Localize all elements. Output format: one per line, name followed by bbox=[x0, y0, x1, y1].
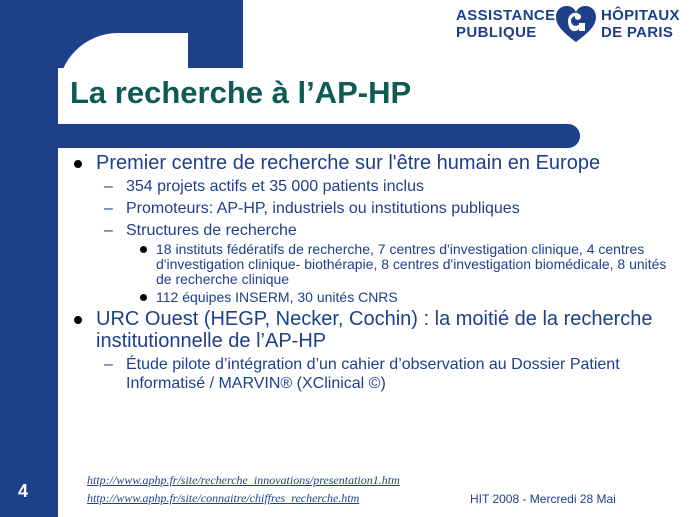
bullet-text: Premier centre de recherche sur l'être humain en Europe bbox=[96, 152, 601, 174]
title-underline-bar bbox=[17, 124, 580, 148]
bullet-item bbox=[70, 152, 685, 174]
sub-bullet-item bbox=[70, 221, 685, 240]
slide-number: 4 bbox=[18, 481, 29, 501]
logo-text-publique: PUBLIQUE bbox=[456, 24, 537, 41]
link-recherche-innovations[interactable]: http://www.aphp.fr/site/recherche_innovations/presentation1.htm bbox=[87, 473, 400, 487]
bullet-dot-icon bbox=[140, 246, 147, 253]
logo-text-hopitaux: HÔPITAUX bbox=[601, 7, 680, 24]
sub-bullet-text: Structures de recherche bbox=[126, 222, 297, 239]
bullet-dot-icon bbox=[74, 316, 82, 324]
logo-text-assistance: ASSISTANCE bbox=[456, 7, 556, 24]
sub-bullet-item bbox=[70, 199, 685, 218]
sub-bullet-text: Promoteurs: AP-HP, industriels ou institutions publiques bbox=[126, 200, 520, 217]
bullet-dot-icon bbox=[140, 294, 147, 301]
slide-title: La recherche à l’AP-HP bbox=[70, 75, 412, 110]
sub-bullet-item bbox=[70, 177, 685, 196]
aphp-logo bbox=[456, 4, 692, 46]
bullet-item bbox=[70, 308, 685, 352]
sub-sub-bullet-text: 112 équipes INSERM, 30 unités CNRS bbox=[156, 289, 398, 305]
sub-sub-bullet-text: 18 instituts fédératifs de recherche, 7 centres d'investigation clinique, 4 centres d'investigation clinique- biothérapie, 8 centres d'investigation biomédicale, 8 unités de recherche clinique bbox=[156, 241, 667, 287]
sub-bullet-text: Étude pilote d’intégration d’un cahier d’observation au Dossier Patient Informatisé / MARVIN® (XClinical ©) bbox=[126, 356, 620, 392]
heart-logo-icon bbox=[554, 4, 598, 44]
dash-icon: – bbox=[104, 222, 113, 239]
left-band bbox=[0, 0, 58, 517]
bullet-text: URC Ouest (HEGP, Necker, Cochin) : la moitié de la recherche institutionnelle de l’AP-HP bbox=[96, 308, 653, 352]
link-chiffres-recherche[interactable]: http://www.aphp.fr/site/connaitre/chiffres_recherche.htm bbox=[87, 491, 360, 505]
dash-icon: – bbox=[104, 200, 113, 217]
bullet-dot-icon bbox=[74, 160, 82, 168]
dash-icon: – bbox=[104, 178, 113, 195]
sub-sub-bullet-item bbox=[70, 242, 685, 287]
dash-icon: – bbox=[104, 356, 113, 373]
logo-text-de-paris: DE PARIS bbox=[601, 24, 674, 41]
bullet-list bbox=[70, 152, 685, 395]
sub-bullet-item bbox=[70, 355, 685, 393]
sub-sub-bullet-item bbox=[70, 290, 685, 305]
footer-text: HIT 2008 - Mercredi 28 Mai bbox=[470, 492, 616, 506]
sub-bullet-text: 354 projets actifs et 35 000 patients inclus bbox=[126, 178, 424, 195]
